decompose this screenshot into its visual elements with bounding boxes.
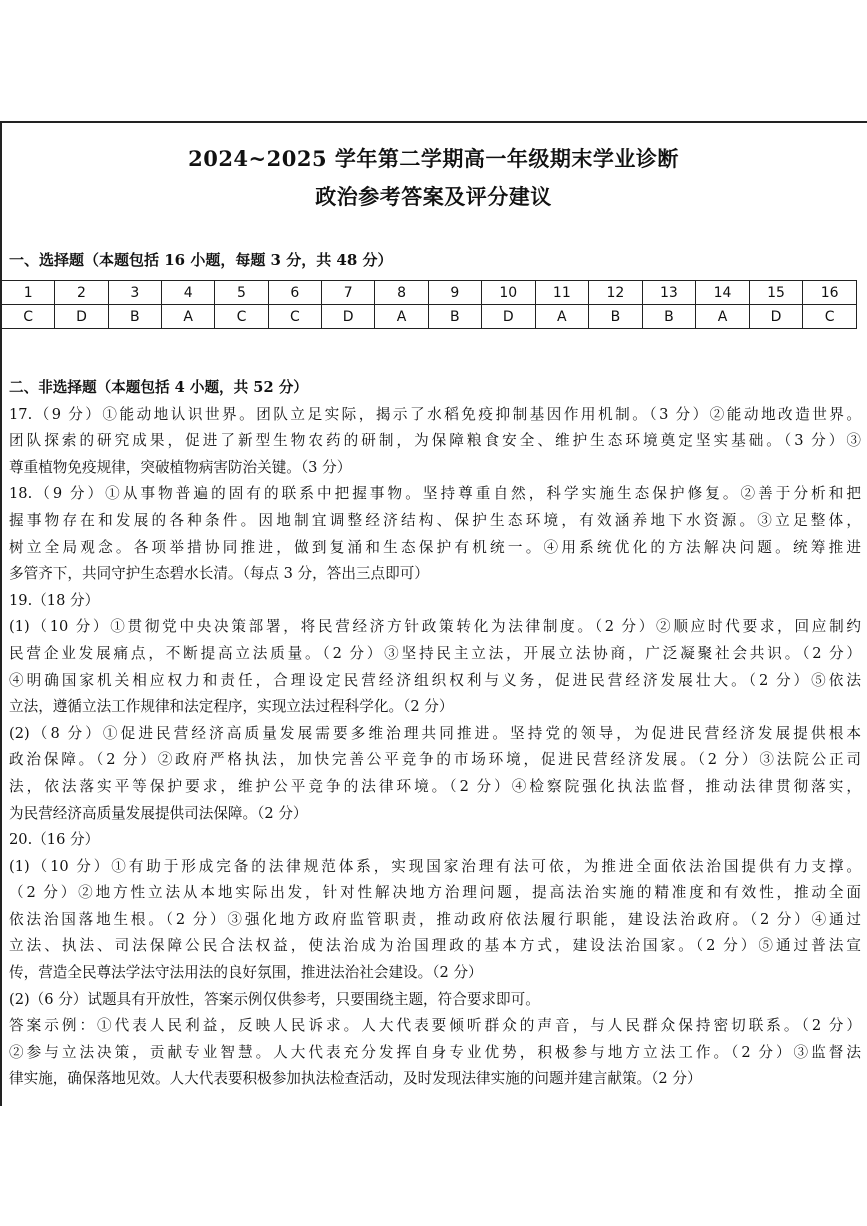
question-number-cell: 9 bbox=[428, 281, 481, 305]
document-title: 2024~2025 学年第二学期高一年级期末学业诊断 bbox=[188, 146, 679, 171]
page-border-top bbox=[0, 121, 867, 123]
answer-text-line: （2 分）②地方性立法从本地实际出发，针对性解决地方治理问题，提高法治实施的精准度和有效性，推动全面 bbox=[9, 884, 861, 902]
question-number-cell: 15 bbox=[749, 281, 803, 305]
answer-cell: A bbox=[696, 305, 750, 329]
question-number-cell: 13 bbox=[642, 281, 696, 305]
answer-cell: B bbox=[108, 305, 161, 329]
answer-text-line: 18.（9 分）①从事物普遍的固有的联系中把握事物。坚持尊重自然，科学实施生态保护修复。②善于分析和把 bbox=[9, 485, 861, 503]
section2-body bbox=[9, 375, 861, 1093]
answer-table bbox=[1, 280, 857, 329]
answer-text-line: 握事物存在和发展的各种条件。因地制宜调整经济结构、保护生态环境，有效涵养地下水资源。③立足整体， bbox=[9, 511, 861, 529]
question-number-cell: 5 bbox=[215, 281, 268, 305]
question-number-cell: 3 bbox=[108, 281, 161, 305]
answer-text-line: 团队探索的研究成果，促进了新型生物农药的研制，为保障粮食安全、维护生态环境奠定坚实基础。（3 分）③ bbox=[9, 432, 861, 450]
section1-heading: 一、选择题（本题包括 16 小题，每题 3 分，共 48 分） bbox=[9, 251, 393, 269]
answer-text-line: (2)（8 分）①促进民营经济高质量发展需要多维治理共同推进。坚持党的领导，为促进民营经济发展提供根本 bbox=[9, 724, 861, 742]
answer-cell: A bbox=[375, 305, 428, 329]
answer-cell: D bbox=[322, 305, 375, 329]
answer-text-line: 答案示例：①代表人民利益，反映人民诉求。人大代表要倾听群众的声音，与人民群众保持密切联系。（2 分） bbox=[9, 1017, 861, 1035]
question-number-cell: 12 bbox=[589, 281, 643, 305]
answer-cell: B bbox=[589, 305, 643, 329]
answer-text-line: 民营企业发展痛点，不断提高立法质量。（2 分）③坚持民主立法，开展立法协商，广泛凝聚社会共识。（2 分） bbox=[9, 644, 861, 662]
question-number-cell: 8 bbox=[375, 281, 428, 305]
answer-cell: C bbox=[803, 305, 857, 329]
answer-text-line: 立法、执法、司法保障公民合法权益，使法治成为治国理政的基本方式，建设法治国家。（2 分）⑤通过普法宣 bbox=[9, 937, 861, 955]
answer-text-line: (1)（10 分）①有助于形成完备的法律规范体系，实现国家治理有法可依，为推进全面依法治国提供有力支撑。 bbox=[9, 857, 861, 875]
answer-text-line: 立法，遵循立法工作规律和法定程序，实现立法过程科学化。（2 分） bbox=[9, 698, 454, 716]
answer-table-answer-row bbox=[2, 305, 857, 329]
answer-text-line: ④明确国家机关相应权力和责任，合理设定民营经济组织权利与义务，促进民营经济发展壮大。（2 分）⑤依法 bbox=[9, 671, 861, 689]
page-border-left bbox=[0, 121, 2, 1106]
answer-cell: A bbox=[535, 305, 589, 329]
question-number-cell: 4 bbox=[162, 281, 215, 305]
answer-text-line: ②参与立法决策，贡献专业智慧。人大代表充分发挥自身专业优势，积极参与地方立法工作。（2 分）③监督法 bbox=[9, 1043, 861, 1061]
answer-cell: A bbox=[162, 305, 215, 329]
answer-text-line: 17.（9 分）①能动地认识世界。团队立足实际，揭示了水稻免疫抑制基因作用机制。（3 分）②能动地改造世界。 bbox=[9, 405, 861, 423]
question-number-cell: 11 bbox=[535, 281, 589, 305]
answer-cell: C bbox=[215, 305, 268, 329]
answer-text-line: 尊重植物免疫规律，突破植物病害防治关键。（3 分） bbox=[9, 458, 352, 476]
answer-text-line: 多管齐下，共同守护生态碧水长清。（每点 3 分，答出三点即可） bbox=[9, 565, 429, 583]
question-number-cell: 10 bbox=[482, 281, 536, 305]
answer-text-line: 19.（18 分） bbox=[9, 591, 100, 609]
section2-heading: 二、非选择题（本题包括 4 小题，共 52 分） bbox=[9, 379, 308, 396]
answer-text-line: 树立全局观念。各项举措协同推进，做到复涌和生态保护有机统一。④用系统优化的方法解决问题。统筹推进 bbox=[9, 538, 861, 556]
answer-cell: C bbox=[2, 305, 55, 329]
answer-cell: C bbox=[268, 305, 321, 329]
document-subtitle: 政治参考答案及评分建议 bbox=[315, 184, 552, 209]
question-number-cell: 6 bbox=[268, 281, 321, 305]
answer-text-line: 依法治国落地生根。（2 分）③强化地方政府监管职责，推动政府依法履行职能，建设法治政府。（2 分）④通过 bbox=[9, 910, 861, 928]
answer-cell: D bbox=[482, 305, 536, 329]
answer-cell: D bbox=[55, 305, 108, 329]
question-number-cell: 14 bbox=[696, 281, 750, 305]
answer-cell: B bbox=[642, 305, 696, 329]
question-number-cell: 1 bbox=[2, 281, 55, 305]
question-number-cell: 2 bbox=[55, 281, 108, 305]
question-number-cell: 7 bbox=[322, 281, 375, 305]
answer-text-line: (2)（6 分）试题具有开放性，答案示例仅供参考，只要围绕主题，符合要求即可。 bbox=[9, 990, 540, 1008]
question-number-cell: 16 bbox=[803, 281, 857, 305]
answer-text-line: 律实施，确保落地见效。人大代表要积极参加执法检查活动，及时发现法律实施的问题并建言献策。（2 分） bbox=[9, 1070, 702, 1088]
answer-cell: B bbox=[428, 305, 481, 329]
answer-text-line: 法，依法落实平等保护要求，维护公平竞争的法律环境。（2 分）④检察院强化执法监督，推动法律贯彻落实， bbox=[9, 777, 861, 795]
answer-text-line: 为民营经济高质量发展提供司法保障。（2 分） bbox=[9, 804, 308, 822]
answer-text-line: 传，营造全民尊法学法守法用法的良好氛围，推进法治社会建设。（2 分） bbox=[9, 964, 483, 982]
answer-cell: D bbox=[749, 305, 803, 329]
answer-text-line: 政治保障。（2 分）②政府严格执法，加快完善公平竞争的市场环境，促进民营经济发展。（2 分）③法院公正司 bbox=[9, 751, 861, 769]
answer-text-line: 20.（16 分） bbox=[9, 831, 100, 849]
answer-table-number-row bbox=[2, 281, 857, 305]
answer-text-line: (1)（10 分）①贯彻党中央决策部署，将民营经济方针政策转化为法律制度。（2 分）②顺应时代要求，回应制约 bbox=[9, 618, 861, 636]
